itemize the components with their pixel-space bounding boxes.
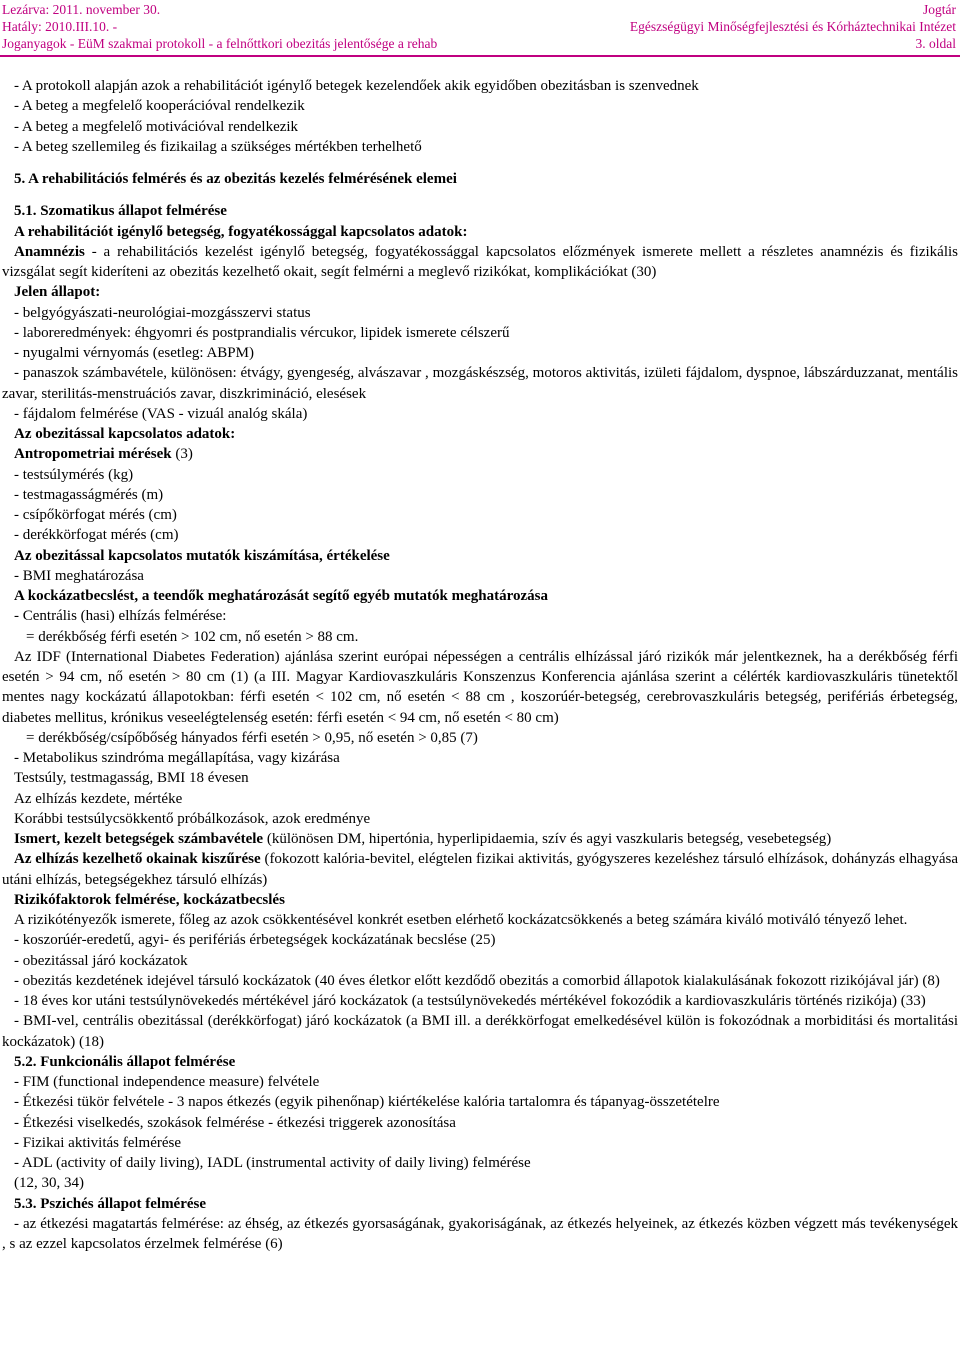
bullet-item: - A beteg szellemileg és fizikailag a szükséges mértékben terhelhető xyxy=(14,138,422,155)
list-item: - 18 éves kor utáni testsúlynövekedés mértékével járó kockázatok (a testsúlynövekedés mértékével fokozódik a kardiovaszkuláris történés rizikója) (33) xyxy=(14,993,926,1009)
list-item: - Étkezési viselkedés, szokások felmérése - étkezési triggerek azonosítása xyxy=(14,1114,456,1131)
section-5-1-heading: 5.1. Szomatikus állapot felmérése xyxy=(14,203,227,220)
list-item: - panaszok számbavétele, különösen: étvágy, gyengeség, alvászavar , mozgáskészség, motoros aktivitás, izületi fájdalom, dyspnoe, lábszárduzzanat, mentális zavar, sterilitás-menstruációs zavar, diszkrimináció, elesések xyxy=(2,365,958,402)
page-header xyxy=(0,0,960,60)
bullet-item: - A beteg a megfelelő motivációval rendelkezik xyxy=(14,118,299,135)
bullet-item: - A protokoll alapján azok a rehabilitációt igénylő betegek kezelendőek akik egyidőben obezitásban is szenvednek xyxy=(14,78,699,94)
list-item: - Metabolikus szindróma megállapítása, vagy kizárása xyxy=(14,750,340,766)
list-item: - BMI meghatározása xyxy=(14,567,144,584)
list-item: - Étkezési tükör felvétele - 3 napos étkezés (egyik pihenőnap) kiértékelése kalória tartalomra és tápanyag-összetételre xyxy=(14,1094,720,1111)
effective-date: Hatály: 2010.III.10. - xyxy=(2,19,118,34)
closed-date: Lezárva: 2011. november 30. xyxy=(2,2,161,17)
treatable-causes-paragraph: Az elhízás kezelhető okainak kiszűrése (fokozott kalória-bevitel, elégtelen fizikai aktivitás, gyógyszeres kezeléshez társuló elhízások, dohányzás elhagyása utáni elhízás, betegségekhez társuló elhízás) xyxy=(2,851,958,888)
subheading: Rizikófaktorok felmérése, kockázatbecslés xyxy=(14,891,285,908)
risk-paragraph: A rizikótényezők ismerete, főleg az azok csökkentésével konkrét esetben elérhető kockázatcsökkenés a beteg számára kiváló motiváló tényező lehet. xyxy=(14,912,908,928)
known-diseases-paragraph: Ismert, kezelt betegségek számbavétele (különösen DM, hipertónia, hyperlipidaemia, szív és agyi vaszkularis betegség, vesebetegség) xyxy=(14,831,832,847)
list-item: - nyugalmi vérnyomás (esetleg: ABPM) xyxy=(14,345,254,361)
header-row-3 xyxy=(0,34,960,53)
list-item: - derékkörfogat mérés (cm) xyxy=(14,527,179,544)
list-item: - csípőkörfogat mérés (cm) xyxy=(14,507,177,523)
text-line: Testsúly, testmagasság, BMI 18 évesen xyxy=(14,770,249,787)
list-item: - obezitással járó kockázatok xyxy=(14,952,188,969)
list-item: - ADL (activity of daily living), IADL (instrumental activity of daily living) felmérése xyxy=(14,1155,531,1171)
formula-line: = derékbőség férfi esetén > 102 cm, nő esetén > 88 cm. xyxy=(26,628,359,645)
subheading: Antropometriai mérések (3) xyxy=(14,446,193,463)
subheading: A kockázatbecslést, a teendők meghatározását segítő egyéb mutatók meghatározása xyxy=(14,588,548,604)
document-title: Joganyagok - EüM szakmai protokoll - a felnőttkori obezitás jelentősége a rehab xyxy=(2,36,438,51)
text-line: Korábbi testsúlycsökkentő próbálkozások, azok eredménye xyxy=(14,810,371,827)
section-5-2-heading: 5.2. Funkcionális állapot felmérése xyxy=(14,1053,236,1070)
subheading: Jelen állapot: xyxy=(14,284,101,301)
list-item: - az étkezési magatartás felmérése: az éhség, az étkezés gyorsaságának, gyakoriságának, az étkezés helyeinek, az étkezés közben végzett más tevékenységek , s az ezzel kapcsolatos érzelmek felmérése (6) xyxy=(2,1215,958,1252)
list-item: - Fizikai aktivitás felmérése xyxy=(14,1134,182,1151)
subheading: Az obezitással kapcsolatos adatok: xyxy=(14,426,236,442)
list-item: - testsúlymérés (kg) xyxy=(14,466,134,483)
list-item: - FIM (functional independence measure) felvétele xyxy=(14,1074,320,1090)
publisher-name: Egészségügyi Minőségfejlesztési és Kórháztechnikai Intézet xyxy=(629,19,956,34)
header-divider xyxy=(0,55,960,57)
source-name: Jogtár xyxy=(923,2,956,17)
section-5-heading: 5. A rehabilitációs felmérés és az obezitás kezelés felmérésének elemei xyxy=(14,171,457,187)
formula-line: = derékbőség/csípőbőség hányados férfi esetén > 0,95, nő esetén > 0,85 (7) xyxy=(26,729,478,746)
list-item: - Centrális (hasi) elhízás felmérése: xyxy=(14,608,227,625)
list-item: - testmagasságmérés (m) xyxy=(14,486,164,503)
list-item: - fájdalom felmérése (VAS - vizuál analóg skála) xyxy=(14,405,308,422)
document-body xyxy=(2,76,958,1254)
section-5-3-heading: 5.3. Pszichés állapot felmérése xyxy=(14,1195,207,1212)
page-number: 3. oldal xyxy=(915,36,956,51)
list-item: - belgyógyászati-neurológiai-mozgásszervi status xyxy=(14,304,311,321)
bullet-item: - A beteg a megfelelő kooperációval rendelkezik xyxy=(14,98,305,115)
text-line: Az elhízás kezdete, mértéke xyxy=(14,790,183,807)
subheading: A rehabilitációt igénylő betegség, fogyatékossággal kapcsolatos adatok: xyxy=(14,223,468,240)
anamnesis-paragraph: Anamnézis - a rehabilitációs kezelést igénylő betegség, fogyatékossággal kapcsolatos előzmények ismerete mellett a részletes anamnézis és fizikális vizsgálat segít kideríteni az obezitás kezelhető okait, segít felmérni a meglevő rizikókat, komplikációkat (30) xyxy=(2,243,958,280)
reference-line: (12, 30, 34) xyxy=(14,1175,84,1192)
subheading: Az obezitással kapcsolatos mutatók kiszámítása, értékelése xyxy=(14,547,390,564)
list-item: - BMI-vel, centrális obezitással (derékkörfogat) járó kockázatok (a BMI ill. a derékkörfogat emelkedésével külön is fokozódnak a morbiditási és mortalitási kockázatok) (18) xyxy=(2,1013,958,1050)
idf-paragraph: Az IDF (International Diabetes Federation) ajánlása szerint európai népességen a centrális elhízással járó rizikók már jelentkeznek, ha a derékbőség férfi esetén > 94 cm, nő esetén > 80 cm (1) (a III. Magyar Kardiovaszkuláris Konszenzus Konferencia ajánlása szerint a célérték kardiovaszkuláris tünetektől mentes nagy kockázatú állapotokban: férfi esetén < 102 cm, nő esetén < 88 cm , koszorúér-betegség, cerebrovaszkuláris betegség, perifériás érbetegség, diabetes mellitus, krónikus veseelégtelenség esetén: férfi esetén < 94 cm, nő esetén < 80 cm) xyxy=(2,648,958,726)
list-item: - obezitás kezdetének idejével társuló kockázatok (40 éves életkor előtt kezdődő obezitás a comorbid állapotok kialakulásának fokozott rizikójával jár) (8) xyxy=(14,972,940,989)
list-item: - laboreredmények: éhgyomri és postprandialis vércukor, lipidek ismerete célszerű xyxy=(14,324,510,341)
list-item: - koszorúér-eredetű, agyi- és perifériás érbetegségek kockázatának becslése (25) xyxy=(14,932,496,949)
